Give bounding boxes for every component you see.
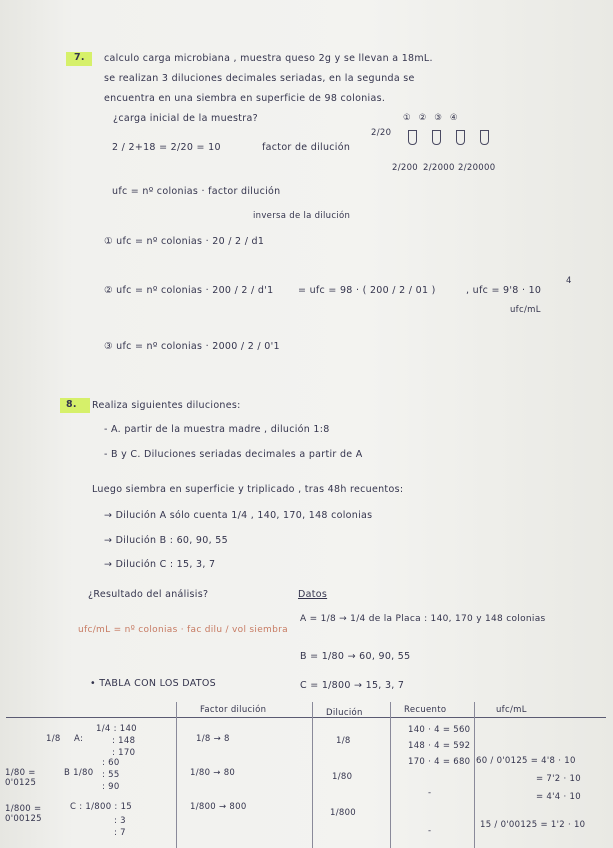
test-tube-2 [432, 130, 441, 145]
test-tube-1 [408, 130, 417, 145]
table-col-divider-3 [390, 702, 391, 848]
ex8-record-a: → Dilución A sólo cuenta 1/4 , 140, 170, 148 colonias [104, 510, 373, 521]
row-b-ufc-3: = 4'4 · 10 [536, 792, 581, 802]
dil-2-200: 2/200 [392, 163, 418, 173]
ex7-calc-left: 2 / 2+18 = 2/20 = 10 [112, 142, 221, 153]
th-ufc: ufc/mL [496, 705, 527, 715]
table-col-divider-2 [312, 702, 313, 848]
ex7-line1: calculo carga microbiana , muestra queso 2g y se llevan a 18mL. [104, 53, 433, 64]
frac-2-20: 2/20 [371, 128, 392, 138]
ex8-description: Luego siembra en superficie y triplicado , tras 48h recuentos: [92, 484, 404, 495]
row-a-count-2: : 148 [112, 736, 136, 746]
ex8-title: Realiza siguientes diluciones: [92, 400, 241, 411]
ex7-inverse-note: inversa de la dilución [253, 211, 351, 221]
ex7-ufc-formula: ufc = nº colonias · factor dilución [112, 186, 281, 197]
row-c-dilucion: 1/800 [330, 808, 356, 818]
ex8-dato-c: C = 1/800 → 15, 3, 7 [300, 680, 405, 691]
row-b-ufc-2: = 7'2 · 10 [536, 774, 581, 784]
row-c-label: C : 1/800 : 15 [70, 802, 132, 812]
row-b-count-3: : 90 [102, 782, 120, 792]
ex7-line2: se realizan 3 diluciones decimales seriadas, en la segunda se [104, 73, 415, 84]
row-a-side: 1/8 [46, 734, 61, 744]
ex8-item-a: - A. partir de la muestra madre , dilución 1:8 [104, 424, 330, 435]
ex8-formula: ufc/mL = nº colonias · fac dilu / vol siembra [78, 625, 288, 635]
row-a-recuento-1: 140 · 4 = 560 [408, 725, 471, 735]
th-factor: Factor dilución [200, 705, 267, 715]
row-b-count-2: : 55 [102, 770, 120, 780]
row-a-label: A: [74, 734, 84, 744]
row-a-recuento-2: 148 · 4 = 592 [408, 741, 471, 751]
ex7-step2-mid: = ufc = 98 · ( 200 / 2 / 01 ) [298, 285, 436, 296]
ex8-record-b: → Dilución B : 60, 90, 55 [104, 535, 228, 546]
row-b-dilucion: 1/80 [332, 772, 353, 782]
test-tube-4 [480, 130, 489, 145]
row-b-ufc-1: 60 / 0'0125 = 4'8 · 10 [476, 756, 576, 766]
row-c-recuento: - [428, 826, 432, 836]
row-a-count-3: : 170 [112, 748, 136, 758]
row-b-label: B 1/80 [64, 768, 94, 778]
table-header-line [6, 717, 606, 718]
ex7-step2-exponent: 4 [566, 276, 572, 286]
ex7-factor-label: factor de dilución [262, 142, 351, 153]
row-a-dilucion: 1/8 [336, 736, 351, 746]
ex8-table-label: • TABLA CON LOS DATOS [90, 678, 216, 689]
ex7-step3: ③ ufc = nº colonias · 2000 / 2 / 0'1 [104, 341, 280, 352]
table-col-divider-4 [474, 702, 475, 848]
ex8-item-bc: - B y C. Diluciones seriadas decimales a partir de A [104, 449, 363, 460]
ex7-question: ¿carga inicial de la muestra? [113, 113, 258, 124]
row-c-count-1: : 3 [114, 816, 126, 826]
ex8-dato-b: B = 1/80 → 60, 90, 55 [300, 651, 411, 662]
row-c-side: 1/800 = 0'00125 [5, 804, 42, 824]
ex7-line3: encuentra en una siembra en superficie de 98 colonias. [104, 93, 386, 104]
ex8-record-c: → Dilución C : 15, 3, 7 [104, 559, 216, 570]
row-c-ufc-1: 15 / 0'00125 = 1'2 · 10 [480, 820, 586, 830]
row-a-recuento-3: 170 · 4 = 680 [408, 757, 471, 767]
row-c-count-2: : 7 [114, 828, 126, 838]
row-a-count-1: 1/4 : 140 [96, 724, 137, 734]
row-b-recuento: - [428, 788, 432, 798]
test-tube-3 [456, 130, 465, 145]
ex8-dato-a: A = 1/8 → 1/4 de la Placa : 140, 170 y 148 colonias [300, 614, 546, 624]
ex7-step2-left: ② ufc = nº colonias · 200 / 2 / d'1 [104, 285, 274, 296]
ex7-step1: ① ufc = nº colonias · 20 / 2 / d1 [104, 236, 265, 247]
ex7-number: 7. [74, 52, 85, 63]
th-recuento: Recuento [404, 705, 447, 715]
dil-2-20000: 2/20000 [458, 163, 496, 173]
row-b-side: 1/80 = 0'0125 [5, 768, 37, 788]
row-c-factor: 1/800 → 800 [190, 802, 247, 812]
ex8-datos-label: Datos [298, 589, 328, 600]
ex8-number: 8. [66, 399, 77, 410]
th-dilucion: Dilución [326, 708, 363, 718]
tube-labels: ①②③④ [403, 113, 466, 123]
ex7-step2-unit: ufc/mL [510, 305, 541, 315]
table-col-divider-1 [176, 702, 177, 848]
ex7-step2-result: , ufc = 9'8 · 10 [466, 285, 542, 296]
ex8-question: ¿Resultado del análisis? [88, 589, 209, 600]
row-a-factor: 1/8 → 8 [196, 734, 230, 744]
dil-2-2000: 2/2000 [423, 163, 455, 173]
row-b-count-1: : 60 [102, 758, 120, 768]
row-b-factor: 1/80 → 80 [190, 768, 236, 778]
